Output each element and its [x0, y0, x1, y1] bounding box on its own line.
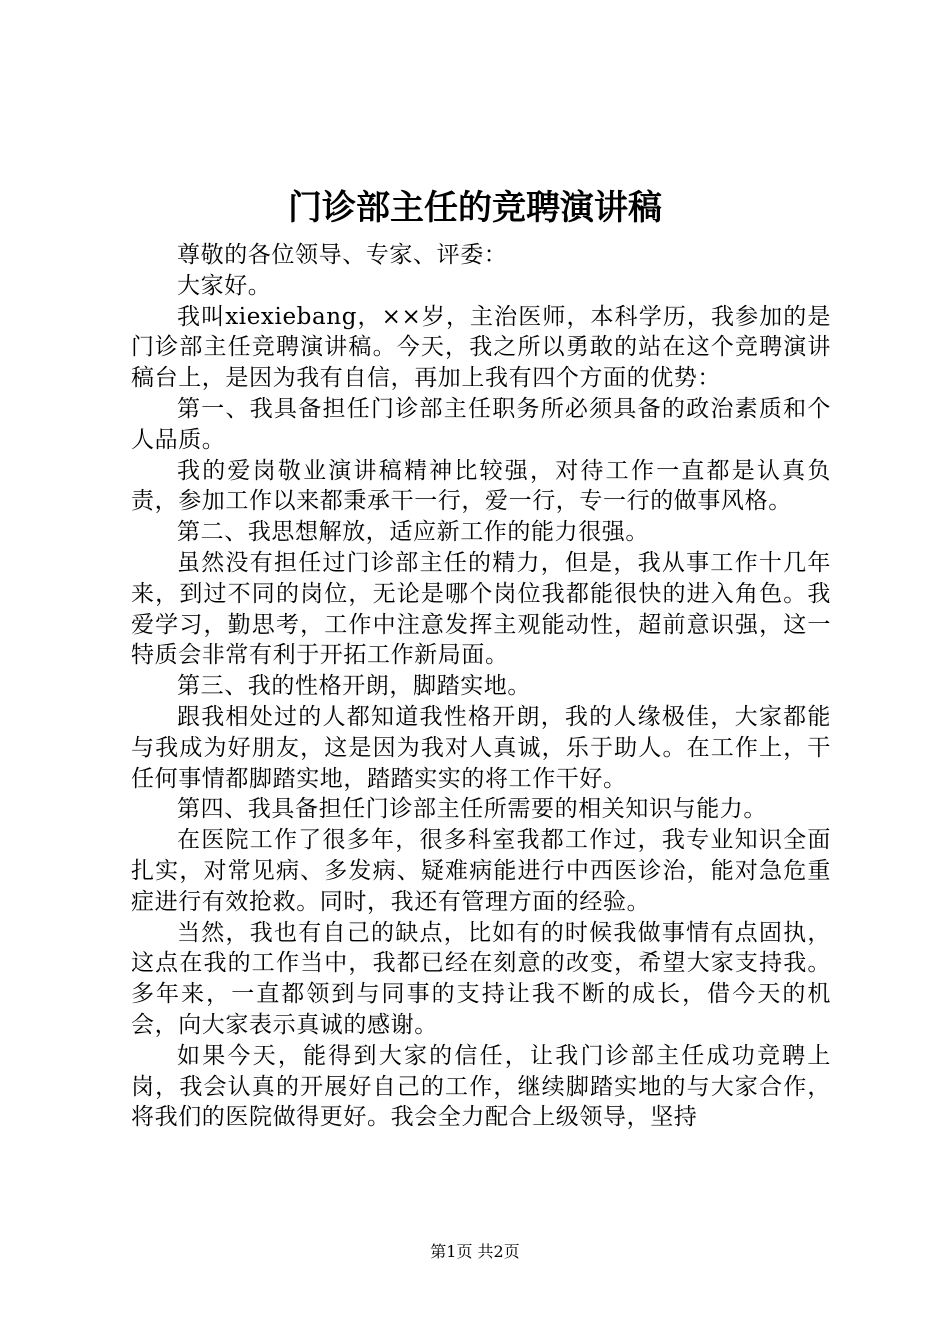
paragraph-point-two-detail: 虽然没有担任过门诊部主任的精力，但是，我从事工作十几年来，到过不同的岗位，无论是哪个岗位我都能很快的进入角色。我爱学习，勤思考，工作中注意发挥主观能动性，超前意识强，这一特质会非常有利于开拓工作新局面。	[131, 549, 831, 669]
paragraph-point-four: 第四、我具备担任门诊部主任所需要的相关知识与能力。	[177, 796, 767, 823]
paragraph-salutation: 尊敬的各位领导、专家、评委：	[177, 242, 508, 268]
paragraph-greeting: 大家好。	[177, 272, 272, 299]
paragraph-point-one: 第一、我具备担任门诊部主任职务所必须具备的政治素质和个人品质。	[131, 395, 831, 453]
paragraph-point-one-detail: 我的爱岗敬业演讲稿精神比较强，对待工作一直都是认真负责，参加工作以来都秉承干一行，爱一行，专一行的做事风格。	[131, 457, 831, 515]
paragraph-point-two: 第二、我思想解放，适应新工作的能力很强。	[177, 519, 649, 546]
paragraph-point-three: 第三、我的性格开朗，脚踏实地。	[177, 673, 531, 700]
page-footer: 第1页 共2页	[430, 1242, 520, 1261]
document-body	[131, 240, 831, 1133]
paragraph-point-four-detail: 在医院工作了很多年，很多科室我都工作过，我专业知识全面扎实，对常见病、多发病、疑难病能进行中西医诊治，能对急危重症进行有效抢救。同时，我还有管理方面的经验。	[131, 827, 831, 915]
paragraph-intro: 我叫xiexiebang，××岁，主治医师，本科学历，我参加的是门诊部主任竞聘演讲稿。今天，我之所以勇敢的站在这个竞聘演讲稿台上，是因为我有自信，再加上我有四个方面的优势：	[131, 303, 831, 392]
paragraph-shortcomings: 当然，我也有自己的缺点，比如有的时候我做事情有点固执，这点在我的工作当中，我都已经在刻意的改变，希望大家支持我。多年来，一直都领到与同事的支持让我不断的成长，借今天的机会，向大家表示真诚的感谢。	[131, 919, 831, 1038]
page-title: 门诊部主任的竞聘演讲稿	[288, 188, 662, 228]
paragraph-point-three-detail: 跟我相处过的人都知道我性格开朗，我的人缘极佳，大家都能与我成为好朋友，这是因为我对人真诚，乐于助人。在工作上，干任何事情都脚踏实地，踏踏实实的将工作干好。	[131, 703, 831, 792]
paragraph-commitment: 如果今天，能得到大家的信任，让我门诊部主任成功竞聘上岗，我会认真的开展好自己的工作，继续脚踏实地的与大家合作，将我们的医院做得更好。我会全力配合上级领导，坚持	[131, 1042, 831, 1131]
